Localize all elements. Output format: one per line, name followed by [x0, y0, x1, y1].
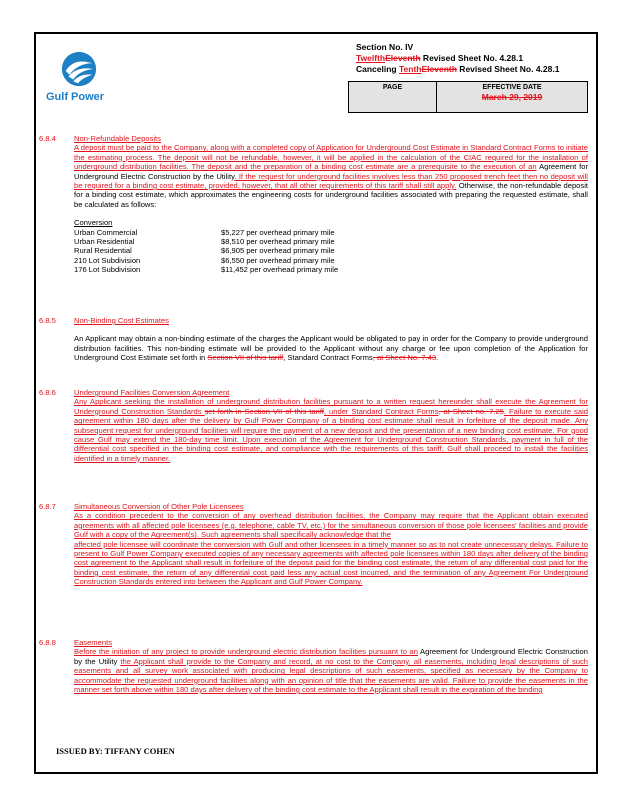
- section-number-6-8-5: 6.8.5: [39, 316, 56, 325]
- conversion-agreement-text-c: . Failure to execute said agreement within 180 days after the delivery by Gulf Power Company of a binding cost estimate shall result in forfeiture of the deposit made. Any subsequent request for underground facilities will require the payment of a new deposit and the presentation of a new binding cost estimate. For good cause Gulf may extend the 180-day time limit. Upon execution of the Agreement for Underground Construction Standards, payment in full of the differential cost specified in the binding cost estimate, and compliance with the requirements of this tariff, Gulf shall proceed to install the facilities identified in a timely manner.: [74, 406, 588, 463]
- conversion-agreement-text-a: Any Applicant seeking the installation of underground distribution facilities pursuant to a written request hereunder shall execute the Agreement for Underground Construction Standards: [74, 397, 588, 416]
- conversion-row-label: Rural Residential: [74, 246, 132, 256]
- easements-text-c: the Applicant shall provide to the Company and record, at no cost to the Company, all easements, including legal descriptions of such easements and all survey work associated with producing legal descriptions of such easements, specified as necessary by the Company to accommodate the requested underground facilities along with an opinion of title that the easements are valid. Failure to provide the easements in the manner set forth above within 180 days after delivery of the binding cost estimate to the Applicant shall result in the expiration of the binding: [74, 656, 588, 695]
- non-binding-text-end: .: [436, 353, 439, 363]
- pole-licensees-text-b: affected pole licensee will coordinate the conversion with Gulf and other licensees in a timely manner so as to not create unnecessary delays. Failure to present to Gulf Power Company executed copies of any necessary agreements with affected pole licensees within 180 days after delivery of the binding cost agreement to the Applicant shall result in forfeiture of the deposit paid for the binding cost estimate, the return of any differential cost paid for the binding cost estimate, the return of any differential cost paid less any actual cost incurred, and the termination of any Agreement For Underground Construction Standards entered into between the Applicant and Gulf Power Company.: [74, 539, 588, 587]
- conversion-row-label: Urban Commercial: [74, 227, 138, 237]
- tariff-sheet: [34, 32, 598, 774]
- section-number: Section No. IV: [356, 42, 414, 52]
- revised-sheet-line: [356, 53, 559, 64]
- conversion-row: [74, 246, 588, 255]
- easements-text-a: Before the initiation of any project to provide underground electric distribution facilities pursuant to an: [74, 647, 418, 657]
- deposit-text-d: . If the request for underground facilities involves less than 250 proposed trench feet then no deposit will be required for a binding cost estimate, provided, however, that all other requirements of this tariff shall still apply.: [74, 171, 588, 191]
- sheet-info: [356, 42, 559, 75]
- section-title-6-8-7: Simultaneous Conversion of Other Pole Licensees: [74, 502, 244, 511]
- conversion-heading: Conversion: [74, 218, 113, 228]
- conversion-row-value: $11,452 per overhead primary mile: [221, 265, 339, 275]
- canceling-label: Canceling: [356, 64, 399, 74]
- gulf-power-logo: [46, 50, 136, 120]
- canceling-sheet-line: [356, 64, 559, 75]
- section-title-6-8-6: Underground Facilities Conversion Agreement: [74, 388, 230, 397]
- deposit-text-a: A deposit must be paid to the Company: [74, 143, 206, 153]
- non-binding-paragraph: [74, 334, 588, 362]
- conversion-row: [74, 256, 588, 265]
- conversion-row: [74, 265, 588, 274]
- page-label: PAGE: [349, 82, 437, 112]
- section-text-6-8-8: [74, 638, 588, 694]
- deposit-text-c: Agreement for Underground Electric Construction by the Utility: [74, 162, 588, 181]
- conversion-agreement-strike-2: , at Sheet no. 7.25: [438, 406, 504, 416]
- effective-date: March 29, 2019: [481, 92, 543, 102]
- conversion-row-value: $8,510 per overhead primary mile: [221, 237, 335, 247]
- conversion-row-label: Urban Residential: [74, 237, 135, 247]
- conversion-row-label: 210 Lot Subdivision: [74, 255, 141, 265]
- section-text-6-8-5: [74, 316, 588, 363]
- section-text-6-8-4: [74, 134, 588, 275]
- non-binding-text: An Applicant may obtain a non-binding estimate of the charges the Applicant would be obligated to pay in order for the Company to provide underground distribution facilities. This non-binding estimate will be provided to the Applicant without any charge or fee upon completion of the Application for Underground Cost Estimate set forth in: [74, 334, 588, 363]
- conversion-row: [74, 228, 588, 237]
- deposit-text-b: , along with a completed copy of Application for Underground Cost Estimate in Standard Contract Forms to initiate the estimating process. The deposit will not be refundable, however, it will be applied in the calculation of the CIAC required for the installation of underground distribution facilities. The deposit and the preparation of a binding cost estimate are a prerequisite to the execution of an: [74, 143, 588, 172]
- revised-sheet-text: Revised Sheet No. 4.28.1: [420, 53, 524, 63]
- page-effective-box: [348, 81, 588, 113]
- gulf-power-logo-icon: [60, 50, 98, 88]
- non-binding-strike-2: , at Sheet No. 7.43: [372, 353, 437, 363]
- section-text-6-8-6: [74, 388, 588, 463]
- section-title-6-8-4: Non-Refundable Deposits: [74, 134, 161, 143]
- easements-text-b: Agreement for Underground Electric Construction by the Utility: [74, 647, 588, 666]
- logo-text: Gulf Power: [46, 91, 105, 103]
- effective-date-cell: [437, 82, 587, 112]
- effective-date-label: EFFECTIVE DATE: [482, 84, 542, 91]
- conversion-agreement-text-b: , under Standard Contract Forms: [323, 406, 439, 416]
- conversion-row: [74, 237, 588, 246]
- section-title-6-8-5: Non-Binding Cost Estimates: [74, 316, 169, 325]
- conversion-row-value: $5,227 per overhead primary mile: [221, 227, 335, 237]
- revised-new-ordinal: Twelfth: [356, 53, 386, 63]
- conversion-row-value: $6,905 per overhead primary mile: [221, 246, 335, 256]
- conversion-agreement-strike-1: set forth in Section VII of this tariff: [204, 406, 324, 416]
- canceling-new-ordinal: Tenth: [398, 64, 422, 74]
- non-binding-text-mid: , Standard Contract Forms: [283, 353, 373, 363]
- canceling-sheet-text: Revised Sheet No. 4.28.1: [456, 64, 560, 74]
- section-number-6-8-8: 6.8.8: [39, 638, 56, 647]
- conversion-row-value: $6,550 per overhead primary mile: [221, 255, 335, 265]
- revised-old-ordinal: Eleventh: [385, 53, 421, 63]
- deposit-text-e: Otherwise, the non-refundable deposit for a binding cost estimate, which approximates the engineering costs for underground facilities associated with preparing the requested estimate, shall be calculated as follows:: [74, 181, 588, 209]
- conversion-table: [74, 218, 588, 274]
- section-text-6-8-7: [74, 502, 588, 587]
- non-binding-strike-1: Section VII of this tariff: [207, 353, 284, 363]
- pole-licensees-text-a: As a condition precedent to the conversion of any overhead distribution facilities, the Company may require that the Applicant obtain executed agreements with all affected pole licensees (e.g. telephone, cable TV, etc.) for the simultaneous conversion of those pole licensees' facilities and provide Gulf with a copy of the Agreement(s). Such agreements shall specifically acknowledge that the: [74, 511, 588, 540]
- section-number-6-8-6: 6.8.6: [39, 388, 56, 397]
- issued-by: ISSUED BY: TIFFANY COHEN: [56, 746, 175, 756]
- section-number-6-8-4: 6.8.4: [39, 134, 56, 143]
- section-number-6-8-7: 6.8.7: [39, 502, 56, 511]
- section-title-6-8-8: Easements: [74, 638, 112, 647]
- canceling-old-ordinal: Eleventh: [421, 64, 457, 74]
- conversion-row-label: 176 Lot Subdivision: [74, 265, 141, 275]
